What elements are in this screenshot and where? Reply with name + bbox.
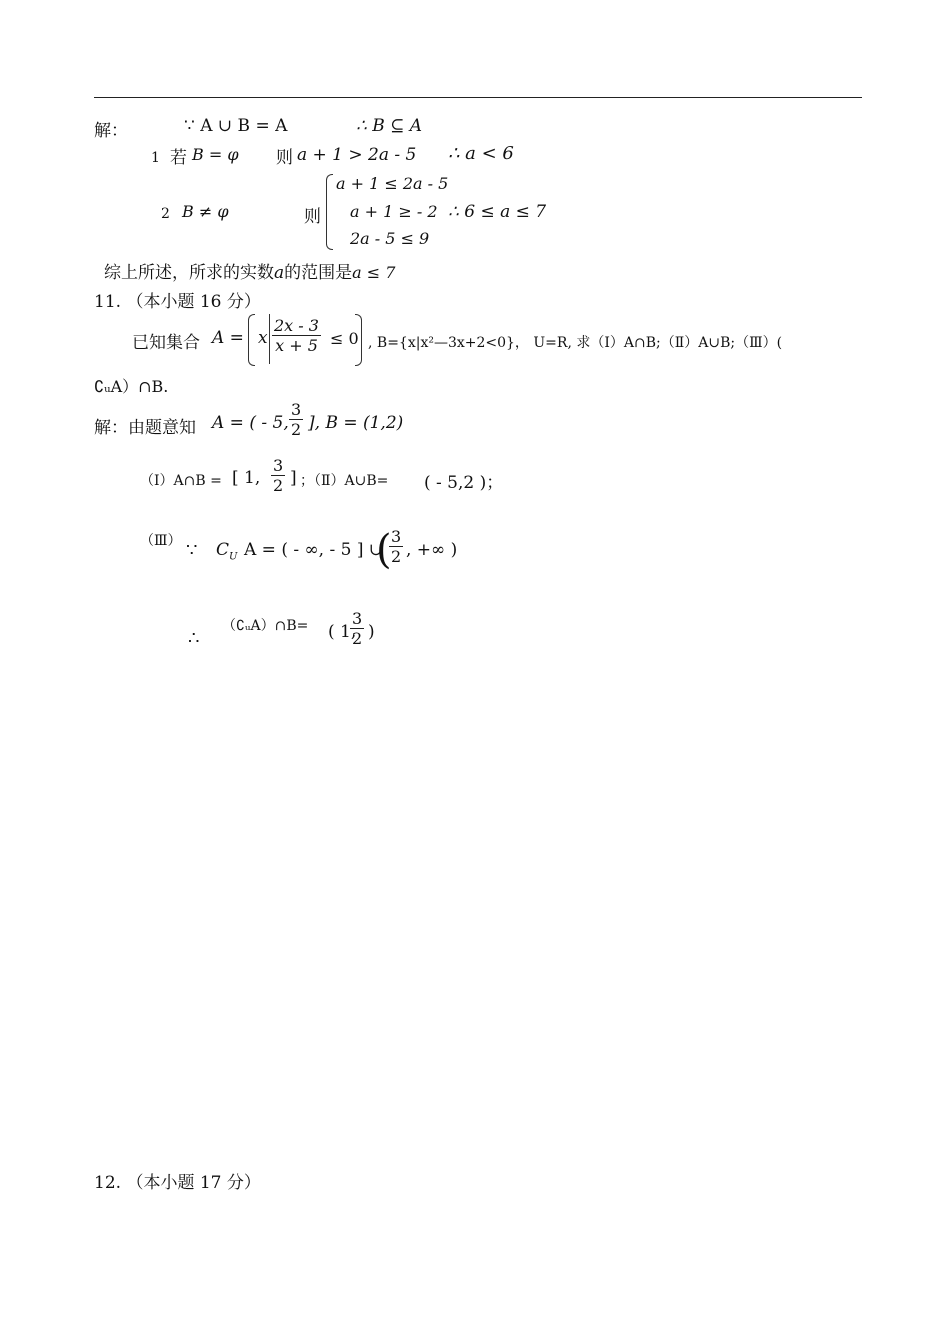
part-3-result-start: ( 1, — [328, 622, 357, 642]
set-A-lhs: A = — [212, 328, 244, 348]
summary-line — [104, 258, 395, 283]
part-3-fraction — [389, 527, 403, 566]
top-rule — [94, 97, 862, 98]
part-3-result-end: ) — [368, 622, 375, 642]
case-2-then: 则 — [304, 207, 321, 227]
part-1-label: （Ⅰ）A∩B = — [140, 473, 222, 489]
problem-11-solution-intro: 解：由题意知 — [94, 418, 196, 438]
case-1-number: 1 — [151, 150, 160, 166]
part-3-complement-sub: U — [229, 551, 238, 563]
case-2-number: 2 — [161, 206, 170, 222]
summary-mid: 的范围是 — [284, 263, 353, 283]
case-1-then: 则 — [276, 148, 293, 168]
part-3-expression: A = ( - ∞, - 5 ] ∪ — [244, 540, 384, 560]
part-1-numerator: 3 — [273, 456, 284, 475]
set-A-relation: ≤ 0 — [330, 329, 359, 348]
system-line-2: a + 1 ≥ - 2 — [350, 202, 438, 221]
solution-A-fraction — [289, 400, 303, 439]
part-3-label: （Ⅲ） — [140, 533, 182, 549]
part-1-denominator: 2 — [273, 476, 284, 495]
summary-variable: a — [274, 263, 285, 283]
therefore-subset: ∴ B ⊆ A — [356, 116, 423, 136]
part-1-value-end: ] — [290, 468, 297, 488]
problem-11-stem-prefix: 已知集合 — [132, 333, 200, 353]
solution-set-A: A = ( - 5, — [212, 413, 289, 433]
given-union: ∵ A ∪ B = A — [184, 116, 288, 136]
solution-label: 解： — [94, 121, 128, 141]
part-3-denominator: 2 — [391, 547, 402, 566]
part-3-therefore: ∴ — [188, 628, 200, 649]
problem-11-stem-line-2: ∁ᵤA）∩B. — [94, 377, 169, 396]
case-1-if: 若 — [170, 148, 187, 168]
case-2-result: ∴ 6 ≤ a ≤ 7 — [448, 202, 547, 222]
part-2-value: ( - 5,2 )； — [424, 473, 504, 493]
part-3-complement: $C_U$ — [216, 540, 238, 563]
solution-A-denominator: 2 — [291, 420, 302, 439]
set-A-right-brace — [355, 314, 362, 366]
system-brace — [326, 174, 333, 250]
set-A-variable: x — [258, 328, 268, 348]
set-A-numerator: 2x - 3 — [274, 316, 319, 335]
problem-11-stem-rest: , B={x|x²—3x+2<0}， U=R, 求（Ⅰ）A∩B;（Ⅱ）A∪B;（Ⅲ）( — [368, 335, 783, 351]
part-3-open-paren: ( — [376, 527, 392, 573]
part-3-result-label: （∁ᵤA）∩B= — [222, 618, 309, 634]
part-3-result-fraction — [350, 609, 364, 648]
problem-12-heading: 12. （本小题 17 分） — [94, 1173, 261, 1193]
summary-range: a ≤ 7 — [352, 263, 396, 282]
set-A-denominator: x + 5 — [275, 336, 318, 355]
part-3-because: ∵ — [186, 540, 198, 561]
part-3-numerator: 3 — [391, 527, 402, 546]
case-1-inequality: a + 1 > 2a - 5 — [297, 145, 417, 165]
part-3-result-numerator: 3 — [352, 609, 363, 628]
part-1-fraction — [271, 456, 285, 495]
set-A-left-brace — [248, 314, 255, 366]
system-line-3: 2a - 5 ≤ 9 — [350, 229, 430, 248]
set-A-fraction — [272, 316, 321, 355]
part-3-end: , +∞ ) — [406, 540, 458, 560]
case-2-condition: B ≠ φ — [182, 202, 229, 221]
summary-text: 综上所述，所求的实数 — [104, 263, 274, 283]
case-1-result: ∴ a < 6 — [448, 143, 514, 164]
case-1-condition: B = φ — [192, 145, 239, 164]
part-2-label: ；（Ⅱ）A∪B= — [300, 473, 389, 489]
part-1-value-start: [ 1, — [232, 468, 261, 488]
solution-set-B: ], B = (1,2) — [308, 413, 404, 433]
part-3-result-denominator: 2 — [352, 629, 363, 648]
set-A-divider — [269, 314, 270, 364]
system-line-1: a + 1 ≤ 2a - 5 — [336, 174, 449, 193]
solution-A-numerator: 3 — [291, 400, 302, 419]
problem-11-heading: 11. （本小题 16 分） — [94, 292, 261, 312]
